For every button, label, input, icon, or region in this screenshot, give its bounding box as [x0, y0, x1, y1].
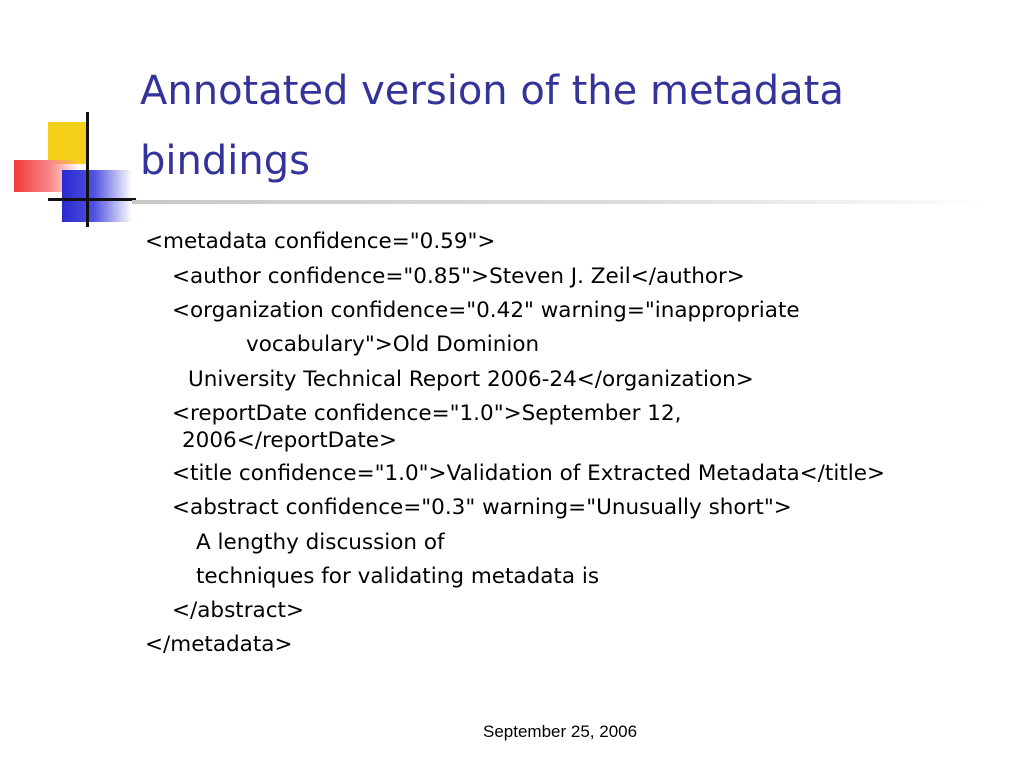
slide-title	[140, 56, 1000, 196]
code-line: <author confidence="0.85">Steven J. Zeil</author>	[172, 264, 745, 289]
title-divider	[132, 200, 992, 204]
blue-square-decoration	[62, 170, 132, 222]
code-line: <metadata confidence="0.59">	[145, 229, 496, 254]
code-line: </abstract>	[172, 598, 304, 623]
code-line: </metadata>	[145, 632, 293, 657]
code-line: <abstract confidence="0.3" warning="Unusually short">	[172, 495, 792, 520]
code-line: <reportDate confidence="1.0">September 12,	[172, 401, 682, 426]
code-line: 2006</reportDate>	[182, 428, 398, 453]
code-line: A lengthy discussion of	[196, 530, 445, 555]
title-line-1: Annotated version of the metadata	[140, 68, 844, 114]
code-line: <title confidence="1.0">Validation of Extracted Metadata</title>	[172, 461, 885, 486]
footer-date: September 25, 2006	[483, 722, 638, 741]
code-line: University Technical Report 2006-24</organization>	[188, 367, 754, 392]
yellow-square-decoration	[48, 122, 88, 164]
code-line: techniques for validating metadata is	[196, 564, 600, 589]
code-line: vocabulary">Old Dominion	[246, 332, 540, 357]
horizontal-line-decoration	[48, 198, 136, 201]
code-line: <organization confidence="0.42" warning="inappropriate	[172, 298, 800, 323]
vertical-line-decoration	[86, 112, 89, 227]
title-line-2: bindings	[140, 138, 310, 184]
